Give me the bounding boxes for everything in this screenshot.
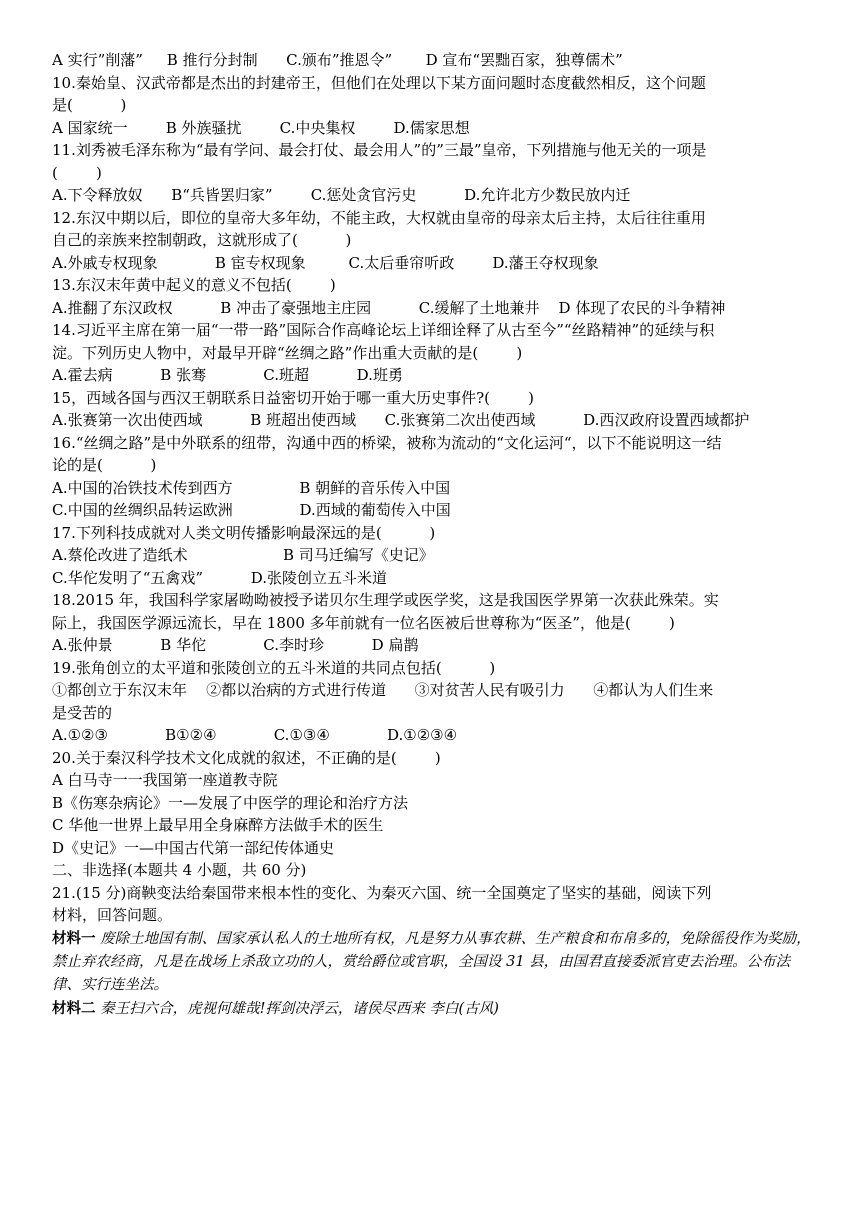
material-two [52, 997, 818, 1021]
q19-options: A.①②③ B①②④ C.①③④ D.①②③④ [52, 726, 458, 744]
q11-options: A.下令释放奴 B“兵皆罢归家” C.惩处贪官污史 D.允许北方少数民放内迁 [52, 186, 631, 204]
q11-stem-line1: 11.刘秀被毛泽东称为“最有学问、最会打仗、最会用人”的”三最”皇帝，下列措施与他无关的一项是 [52, 141, 707, 159]
q10-stem-line2: 是( ) [52, 96, 127, 114]
q21-stem-line2: 材料，回答问题。 [52, 906, 173, 924]
q13-stem: 13.东汉末年黄中起义的意义不包括( ) [52, 276, 336, 294]
material-one [52, 927, 818, 997]
q19-statements-line1: ①都创立于东汉末年 ②都以治病的方式进行传道 ③对贫苦人民有吸引力 ④都认为人们生来 [52, 681, 714, 699]
q14-options: A.霍去病 B 张骞 C.班超 D.班勇 [52, 366, 403, 384]
material-two-text: 秦王扫六合，虎视何雄哉!挥剑决浮云，诸侯尽西来 李白(古风) [95, 1000, 499, 1017]
section-two-heading: 二、非选择(本题共 4 小题，共 60 分) [52, 861, 307, 879]
q18-stem-line1: 18.2015 年，我国科学家屠呦呦被授予诺贝尔生理学或医学奖，这是我国医学界第一次获此殊荣。实 [52, 591, 719, 609]
q17-options-cd: C.华佗发明了“五禽戏” D.张陵创立五斗米道 [52, 568, 387, 587]
q20-option-a: A 白马寺一一我国第一座道教寺院 [52, 771, 278, 789]
material-one-text: 废除土地国有制、国家承认私人的土地所有权，凡是努力从事农耕、生产粮食和布帛多的，免除徭役作为奖励，禁止弃农经商，凡是在战场上杀敌立功的人，赏给爵位或官职，全国设 31 县，由国君直接委派官吏去治理。公布法律、实行连坐法。 [52, 930, 811, 993]
q21-stem-line1: 21.(15 分)商鞅变法给秦国带来根本性的变化、为秦灭六国、统一全国奠定了坚实的基础，阅读下列 [52, 883, 712, 902]
q10-stem-line1: 10.秦始皇、汉武帝都是杰出的封建帝王，但他们在处理以下某方面问题时态度截然相反，这个问题 [52, 73, 706, 92]
q14-stem-line1: 14.习近平主席在第一届“一带一路”国际合作高峰论坛上详细诠释了从古至今”“丝路精神”的延续与积 [52, 321, 715, 339]
q20-option-b: B《伤寒杂病论》一—发展了中医学的理论和治疗方法 [52, 793, 409, 812]
q16-options-ab: A.中国的冶铁技术传到西方 B 朝鲜的音乐传入中国 [52, 478, 451, 497]
material-two-label: 材料二 [52, 999, 96, 1017]
q18-stem-line2: 际上，我国医学源远流长，早在 1800 多年前就有一位名医被后世尊称为“医圣”，他是( ) [52, 613, 675, 632]
q16-stem-line2: 论的是( ) [52, 456, 157, 474]
q13-options: A.推翻了东汉政权 B 冲击了豪强地主庄园 C.缓解了土地兼井 D 体现了农民的斗争精神 [52, 298, 726, 317]
q20-option-c: C 华他一世界上最早用全身麻醉方法做手术的医生 [52, 816, 384, 834]
q15-stem: 15，西域各国与西汉王朝联系日益密切开始于哪一重大历史事件?( ) [52, 388, 534, 407]
q16-options-cd: C.中国的丝绸织品转运欧洲 D.西域的葡萄传入中国 [52, 501, 451, 519]
q14-stem-line2: 淀。下列历史人物中，对最早开辟“丝绸之路”作出重大贡献的是( ) [52, 343, 523, 362]
q12-stem-line1: 12.东汉中期以后，即位的皇帝大多年幼，不能主政，大权就由皇帝的母亲太后主持，太后往往重用 [52, 208, 706, 227]
q12-stem-line2: 自己的亲族来控制朝政，这就形成了( ) [52, 231, 352, 249]
q16-stem-line1: 16.“丝绸之路”是中外联系的纽带，沟通中西的桥梁，被称为流动的“文化运河“，以下不能说明这一结 [52, 433, 722, 452]
q17-stem: 17.下列科技成就对人类文明传播影响最深远的是( ) [52, 523, 436, 542]
q17-options-ab: A.蔡伦改进了造纸术 B 司马迁编写《史记》 [52, 546, 434, 564]
q19-stem: 19.张角创立的太平道和张陵创立的五斗米道的共同点包括( ) [52, 658, 496, 677]
q9-options: A 实行”削藩” B 推行分封制 C.颁布”推恩令” D 宣布“罢黜百家，独尊儒术” [52, 51, 623, 69]
q15-options: A.张赛第一次出使西域 B 班超出使西域 C.张赛第二次出使西域 D.西汉政府设置西域都护 [52, 411, 750, 429]
q10-options: A 国家统一 B 外族骚扰 C.中央集权 D.儒家思想 [52, 118, 470, 137]
q11-stem-line2: ( ) [52, 163, 102, 182]
q12-options: A.外戚专权现象 B 宦专权现象 C.太后垂帘听政 D.藩王夺权现象 [52, 253, 599, 272]
q19-statements-line2: 是受苦的 [52, 703, 113, 722]
q20-option-d: D《史记》一—中国古代第一部纪传体通史 [52, 838, 335, 857]
q18-options: A.张仲景 B 华佗 C.李时珍 D 扁鹊 [52, 636, 419, 654]
exam-page [52, 49, 818, 1021]
material-one-label: 材料一 [52, 929, 96, 947]
q20-stem: 20.关于秦汉科学技术文化成就的叙述，不正确的是( ) [52, 748, 441, 767]
